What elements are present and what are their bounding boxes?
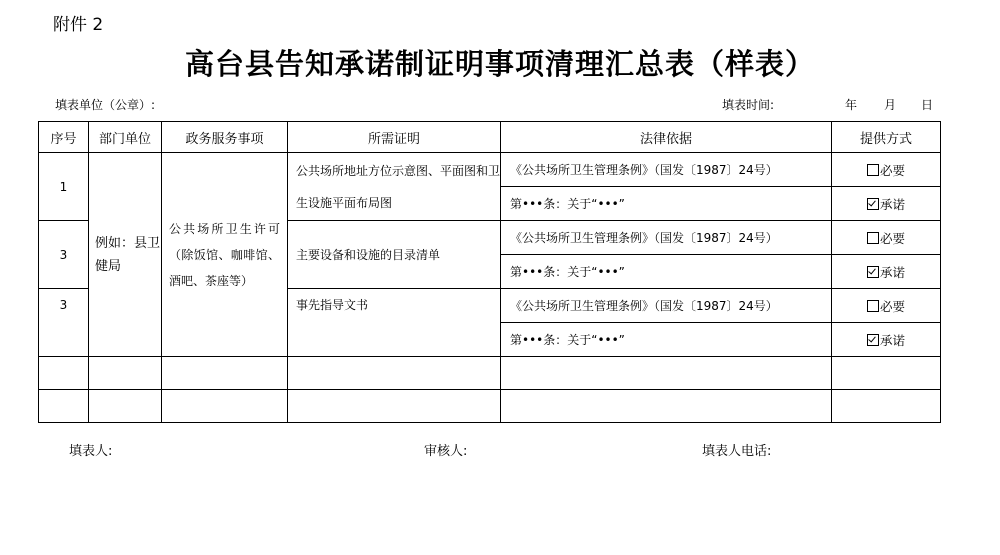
column-header-number: 序号 (39, 122, 89, 153)
empty-cell (288, 390, 501, 423)
empty-cell (501, 390, 832, 423)
checked-checkbox-icon (867, 198, 879, 210)
provision-required-option (832, 221, 941, 255)
table-row (39, 153, 941, 187)
provision-required-option (832, 153, 941, 187)
law-article-cell: 第•••条：关于“•••” (501, 187, 832, 221)
option-label: 承诺 (879, 332, 905, 348)
empty-cell (89, 357, 162, 390)
empty-cell (162, 357, 288, 390)
page-title: 高台县告知承诺制证明事项清理汇总表（样表） (184, 47, 815, 81)
empty-cell (832, 357, 941, 390)
empty-cell (832, 390, 941, 423)
law-basis-cell: 《公共场所卫生管理条例》（国发〔1987〕24号） (501, 153, 832, 187)
fill-unit-label: 填表单位（公章）: (55, 98, 156, 112)
department-cell: 例如：县卫健局 (89, 153, 162, 357)
reviewer-label: 审核人: (424, 444, 468, 459)
month-label: 月 (884, 98, 897, 112)
attachment-label: 附件 2 (53, 15, 104, 35)
law-basis-cell: 《公共场所卫生管理条例》（国发〔1987〕24号） (501, 221, 832, 255)
checked-checkbox-icon (867, 334, 879, 346)
column-header-proof: 所需证明 (288, 122, 501, 153)
column-header-department: 部门单位 (89, 122, 162, 153)
column-header-provision: 提供方式 (832, 122, 941, 153)
law-basis-cell: 《公共场所卫生管理条例》（国发〔1987〕24号） (501, 289, 832, 323)
row-number-cell: 3 (39, 289, 89, 357)
service-cell: 公共场所卫生许可（除饭馆、咖啡馆、酒吧、茶座等） (162, 153, 288, 357)
option-label: 必要 (879, 230, 905, 246)
provision-promise-option (832, 323, 941, 357)
row-number-cell: 3 (39, 221, 89, 289)
provision-promise-option (832, 187, 941, 221)
empty-cell (89, 390, 162, 423)
option-label: 承诺 (879, 196, 905, 212)
law-article-cell: 第•••条：关于“•••” (501, 323, 832, 357)
filler-label: 填表人: (69, 444, 113, 459)
column-header-service: 政务服务事项 (162, 122, 288, 153)
year-label: 年 (845, 98, 858, 112)
empty-cell (39, 357, 89, 390)
option-label: 必要 (879, 298, 905, 314)
proof-cell: 事先指导文书 (288, 289, 501, 357)
filler-phone-label: 填表人电话: (702, 444, 772, 459)
option-label: 承诺 (879, 264, 905, 280)
proof-cell: 公共场所地址方位示意图、平面图和卫生设施平面布局图 (288, 153, 501, 221)
provision-required-option (832, 289, 941, 323)
checked-checkbox-icon (867, 266, 879, 278)
law-article-cell: 第•••条：关于“•••” (501, 255, 832, 289)
empty-cell (162, 390, 288, 423)
empty-table-row (39, 390, 941, 423)
provision-promise-option (832, 255, 941, 289)
column-header-legal-basis: 法律依据 (501, 122, 832, 153)
checkbox-icon (867, 232, 879, 244)
proof-cell: 主要设备和设施的目录清单 (288, 221, 501, 289)
checkbox-icon (867, 300, 879, 312)
option-label: 必要 (879, 162, 905, 178)
table-header-row (39, 122, 941, 153)
empty-cell (501, 357, 832, 390)
empty-cell (39, 390, 89, 423)
empty-cell (288, 357, 501, 390)
fill-time-label: 填表时间: (722, 98, 775, 112)
empty-table-row (39, 357, 941, 390)
checkbox-icon (867, 164, 879, 176)
summary-table (38, 121, 941, 423)
day-label: 日 (921, 98, 934, 112)
row-number-cell: 1 (39, 153, 89, 221)
